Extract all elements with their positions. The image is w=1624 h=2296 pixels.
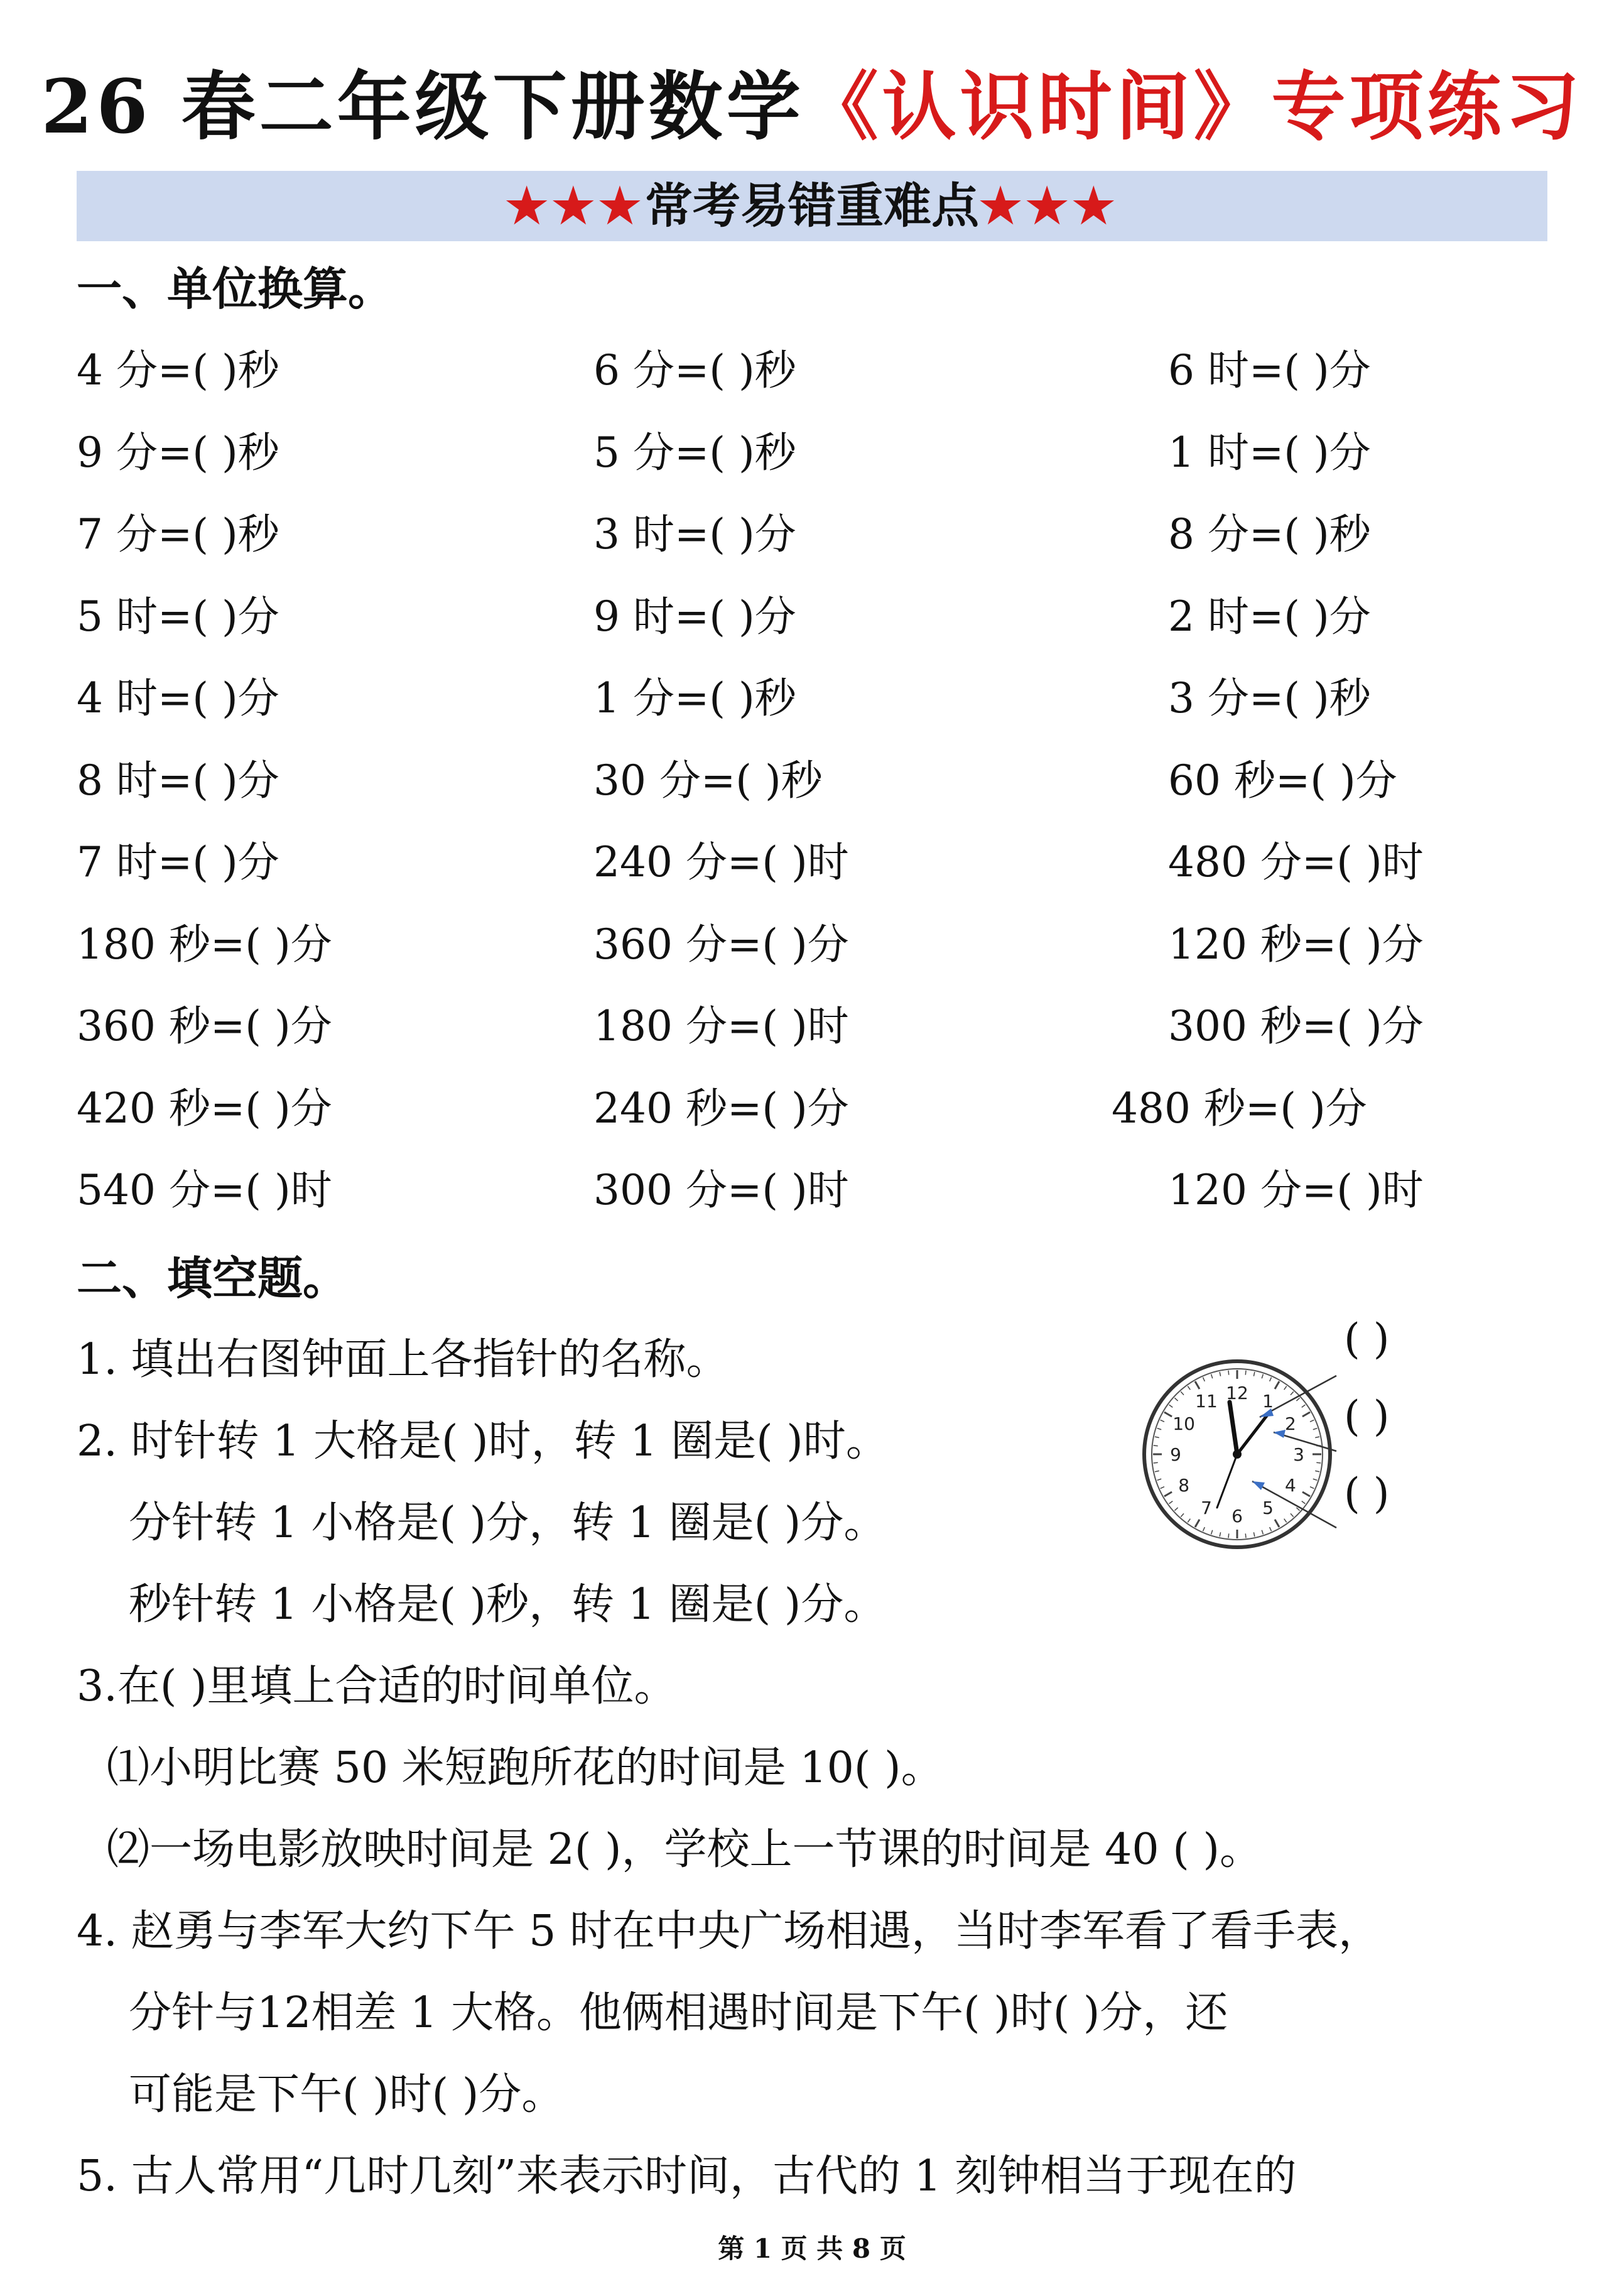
clock-number: 8 (1178, 1475, 1190, 1496)
conversion-item: 5 时=( )分 (77, 592, 279, 641)
conversion-item: 7 时=( )分 (77, 838, 279, 886)
conversion-item: 3 时=( )分 (593, 510, 796, 558)
question-3-part-1: ⑴小明比赛 50 米短跑所花的时间是 10( )。 (107, 1743, 944, 1793)
conversion-item: 30 分=( )秒 (593, 756, 823, 805)
conversion-item: 360 分=( )分 (593, 920, 849, 969)
question-2-line-1: 2. 时针转 1 大格是( )时，转 1 圈是( )时。 (77, 1417, 889, 1466)
conversion-item: 1 时=( )分 (1168, 428, 1371, 477)
section-title-fill-in: 二、填空题。 (77, 1251, 349, 1305)
section-title-conversion: 一、单位换算。 (77, 262, 394, 315)
question-2-line-2: 分针转 1 小格是( )分，转 1 圈是( )分。 (129, 1498, 887, 1548)
conversion-item: 540 分=( )时 (77, 1166, 332, 1214)
conversion-item: 8 分=( )秒 (1168, 510, 1371, 558)
clock-number: 9 (1170, 1444, 1181, 1465)
question-3: 3.在( )里填上合适的时间单位。 (77, 1662, 677, 1711)
conversion-item: 7 分=( )秒 (77, 510, 279, 558)
conversion-item: 480 分=( )时 (1168, 838, 1424, 886)
question-4-line-3: 可能是下午( )时( )分。 (129, 2070, 565, 2119)
banner (77, 171, 1547, 241)
question-5: 5. 古人常用“几时几刻”来表示时间，古代的 1 刻钟相当于现在的 (77, 2152, 1297, 2201)
question-2-line-3: 秒针转 1 小格是( )秒，转 1 圈是( )分。 (129, 1580, 887, 1630)
conversion-item: 3 分=( )秒 (1168, 674, 1371, 722)
clock-figure (1137, 1351, 1507, 1558)
banner-stars-right: ★★★ (979, 178, 1119, 234)
clock-number: 5 (1262, 1497, 1274, 1518)
conversion-item: 120 秒=( )分 (1168, 920, 1424, 969)
title-suffix: 专项练习 (1271, 63, 1583, 150)
clock-number: 7 (1201, 1497, 1212, 1518)
conversion-item: 240 分=( )时 (593, 838, 849, 886)
question-3-part-2: ⑵一场电影放映时间是 2( )，学校上一节课的时间是 40 ( )。 (107, 1825, 1262, 1874)
question-1: 1. 填出右图钟面上各指针的名称。 (77, 1335, 729, 1385)
clock-blank-bottom[interactable]: ( ) (1344, 1469, 1390, 1518)
page-footer: 第 1 页 共 8 页 (718, 2233, 906, 2264)
conversion-item: 300 秒=( )分 (1168, 1002, 1424, 1050)
title-highlight: 《认识时间》 (804, 63, 1272, 150)
conversion-item: 180 分=( )时 (593, 1002, 849, 1050)
conversion-item: 9 时=( )分 (593, 592, 796, 641)
clock-number: 12 (1226, 1383, 1248, 1403)
clock-number: 3 (1293, 1444, 1304, 1465)
conversion-item: 240 秒=( )分 (593, 1084, 849, 1133)
conversion-item: 2 时=( )分 (1168, 592, 1371, 641)
clock-number: 1 (1262, 1391, 1274, 1412)
conversion-item: 480 秒=( )分 (1112, 1084, 1367, 1133)
clock-number: 6 (1232, 1506, 1243, 1526)
question-4-line-1: 4. 赵勇与李军大约下午 5 时在中央广场相遇，当时李军看了看手表， (77, 1907, 1381, 1956)
conversion-item: 5 分=( )秒 (593, 428, 796, 477)
banner-text: 常考易错重难点 (645, 178, 979, 234)
conversion-item: 4 分=( )秒 (77, 346, 279, 394)
title-prefix: 26 春二年级下册数学 (41, 63, 804, 150)
clock-number: 10 (1172, 1413, 1195, 1434)
clock-number: 4 (1284, 1475, 1296, 1496)
conversion-item: 6 时=( )分 (1168, 346, 1371, 394)
conversion-item: 360 秒=( )分 (77, 1002, 332, 1050)
clock-number: 11 (1195, 1391, 1218, 1412)
conversion-item: 6 分=( )秒 (593, 346, 796, 394)
question-4-line-2: 分针与12相差 1 大格。他俩相遇时间是下午( )时( )分，还 (129, 1988, 1228, 2038)
clock-number: 2 (1284, 1413, 1296, 1434)
clock-blank-middle[interactable]: ( ) (1344, 1392, 1390, 1440)
conversion-item: 180 秒=( )分 (77, 920, 332, 969)
conversion-item: 420 秒=( )分 (77, 1084, 332, 1133)
clock-blank-top[interactable]: ( ) (1344, 1315, 1390, 1363)
conversion-item: 4 时=( )分 (77, 674, 279, 722)
banner-stars-left: ★★★ (505, 178, 645, 234)
page-title (0, 60, 1624, 154)
conversion-item: 8 时=( )分 (77, 756, 279, 805)
conversion-item: 1 分=( )秒 (593, 674, 796, 722)
conversion-item: 60 秒=( )分 (1168, 756, 1397, 805)
conversion-item: 120 分=( )时 (1168, 1166, 1424, 1214)
conversion-item: 300 分=( )时 (593, 1166, 849, 1214)
conversion-item: 9 分=( )秒 (77, 428, 279, 477)
